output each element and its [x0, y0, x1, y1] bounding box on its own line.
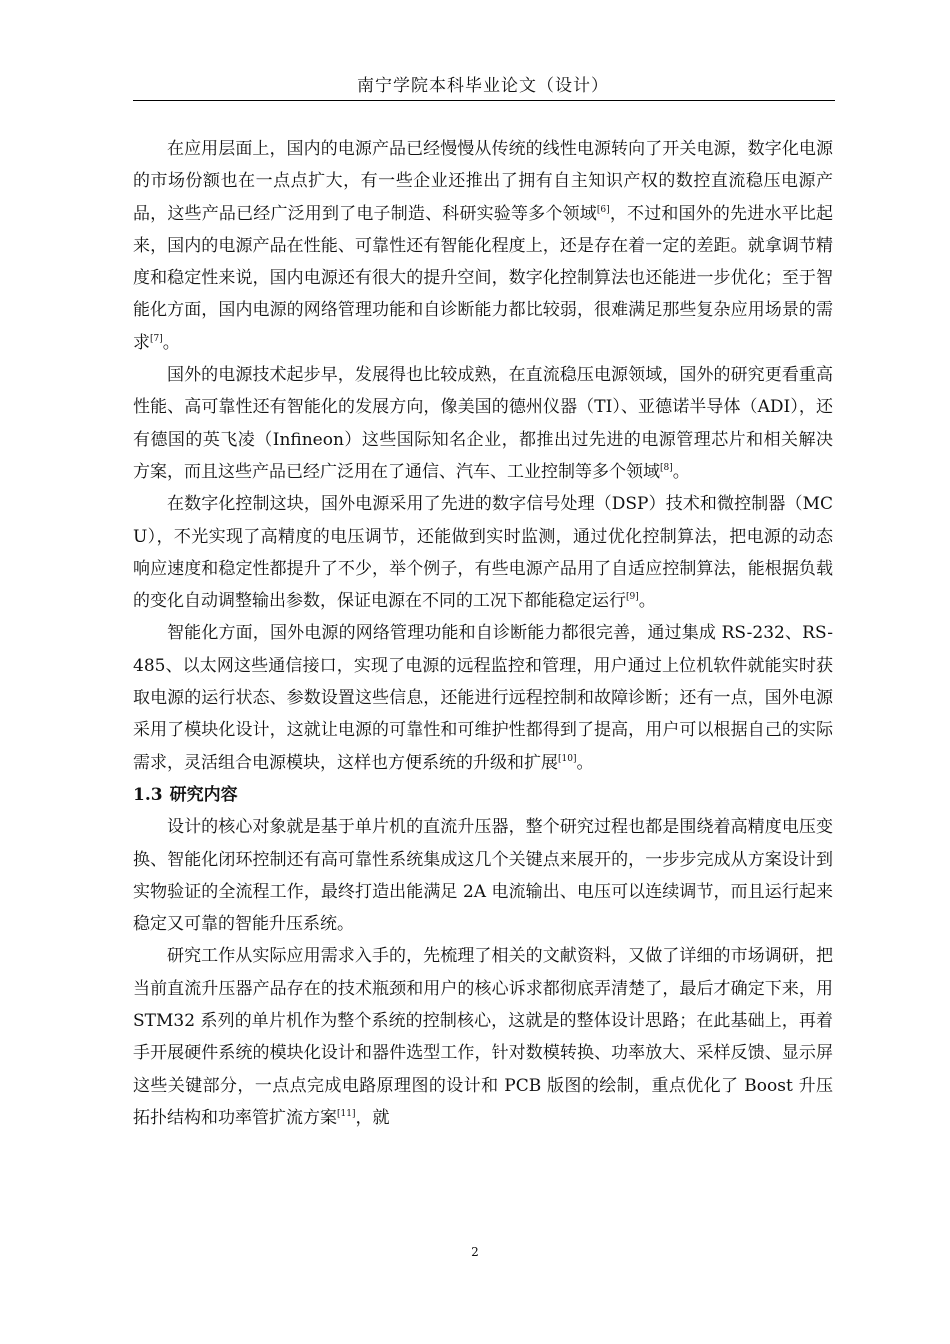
- section-number: 1.3: [133, 784, 163, 805]
- paragraph-intelligence: [133, 617, 833, 778]
- paragraph-domestic-application: [133, 133, 833, 359]
- paragraph-text: 研究工作从实际应用需求入手的，先梳理了相关的文献资料，又做了详细的市场调研，把当前直流升压器产品存在的技术瓶颈和用户的核心诉求都彻底弄清楚了，最后才确定下来，用 STM32 系列的单片机作为整个系统的控制核心，这就是的整体设计思路；在此基础上，再着手开展硬件系统的模块化设计和器件选型工作，针对数模转换、功率放大、采样反馈、显示屏这些关键部分，一点点完成电路原理图的设计和 PCB 版图的绘制，重点优化了 Boost 升压拓扑结构和功率管扩流方案: [133, 946, 833, 1128]
- citation-10: [10]: [558, 753, 577, 764]
- paragraph-text: ，不过和国外的先进水平比起来，国内的电源产品在性能、可靠性还有智能化程度上，还是存在着一定的差距。就拿调节精度和稳定性来说，国内电源还有很大的提升空间，数字化控制算法也还能进一步优化；至于智能化方面，国内电源的网络管理功能和自诊断能力都比较弱，很难满足那些复杂应用场景的需求: [133, 203, 834, 353]
- paragraph-text: 。: [162, 332, 180, 353]
- paragraph-text: 。: [638, 591, 656, 612]
- header-rule: [133, 100, 835, 101]
- paragraph-text: ，就: [355, 1107, 390, 1128]
- section-heading: [133, 779, 833, 811]
- section-title: 研究内容: [169, 784, 238, 805]
- paragraph-foreign-technology: [133, 359, 833, 488]
- paragraph-text: 。: [672, 461, 690, 482]
- paragraph-text: 。: [576, 752, 594, 773]
- paragraph-research-work: [133, 940, 833, 1134]
- citation-7: [7]: [150, 333, 163, 344]
- page-body: [133, 133, 833, 1134]
- page-number: 2: [471, 1245, 479, 1259]
- paragraph-digital-control: [133, 488, 833, 617]
- paragraph-text: 国外的电源技术起步早，发展得也比较成熟，在直流稳压电源领域，国外的研究更看重高性能、高可靠性还有智能化的发展方向，像美国的德州仪器（TI）、亚德诺半导体（ADI），还有德国的英飞凌（Infineon）这些国际知名企业，都推出过先进的电源管理芯片和相关解决方案，而且这些产品已经广泛用在了通信、汽车、工业控制等多个领域: [133, 365, 833, 482]
- paragraph-text: 在应用层面上，国内的电源产品已经慢慢从传统的线性电源转向了开关电源，数字化电源的市场份额也在一点点扩大，有一些企业还推出了拥有自主知识产权的数控直流稳压电源产品，这些产品已经广泛用到了电子制造、科研实验等多个领域: [133, 139, 833, 224]
- citation-11: [11]: [337, 1108, 356, 1119]
- citation-8: [8]: [660, 462, 673, 473]
- paragraph-text: 设计的核心对象就是基于单片机的直流升压器，整个研究过程也都是围绕着高精度电压变换、智能化闭环控制还有高可靠性系统集成这几个关键点来展开的，一步步完成从方案设计到实物验证的全流程工作，最终打造出能满足 2A 电流输出、电压可以连续调节，而且运行起来稳定又可靠的智能升压系统。: [133, 817, 833, 935]
- citation-6: [6]: [596, 204, 610, 215]
- paragraph-research-object: [133, 811, 833, 940]
- paragraph-text: 智能化方面，国外电源的网络管理功能和自诊断能力都很完善，通过集成 RS-232、RS-485、以太网这些通信接口，实现了电源的远程监控和管理，用户通过上位机软件就能实时获取电源的运行状态、参数设置这些信息，还能进行远程控制和故障诊断；还有一点，国外电源采用了模块化设计，这就让电源的可靠性和可维护性都得到了提高，用户可以根据自己的实际需求，灵活组合电源模块，这样也方便系统的升级和扩展: [133, 623, 833, 773]
- running-header: 南宁学院本科毕业论文（设计）: [357, 76, 609, 96]
- paragraph-text: 在数字化控制这块，国外电源采用了先进的数字信号处理（DSP）技术和微控制器（MCU），不光实现了高精度的电压调节，还能做到实时监测，通过优化控制算法，把电源的动态响应速度和稳定性都提升了不少，举个例子，有些电源产品用了自适应控制算法，能根据负载的变化自动调整输出参数，保证电源在不同的工况下都能稳定运行: [133, 494, 833, 612]
- citation-9: [9]: [626, 592, 639, 603]
